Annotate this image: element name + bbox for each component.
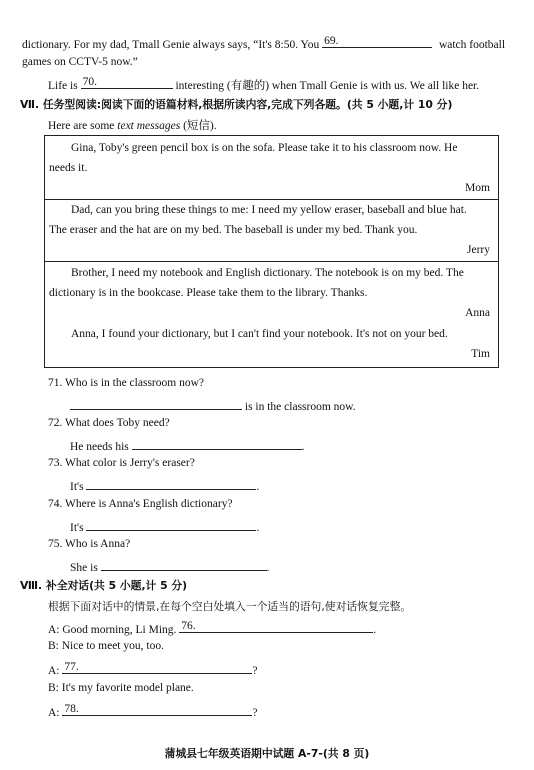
message-4-line-1: Anna, I found your dictionary, but I can't find your notebook. It's not on your bed. — [71, 328, 448, 340]
message-2-line-2: The eraser and the hat are on my bed. The baseball is under my bed. Thank you. — [49, 224, 418, 236]
passage-line-1: dictionary. For my dad, Tmall Genie always says, “It's 8:50. You 69. watch football — [22, 35, 506, 51]
answer-line-75: She is . — [70, 558, 270, 574]
message-3-line-1: Brother, I need my notebook and English dictionary. The notebook is on my bed. The — [71, 267, 464, 279]
page-footer: 蒲城县七年级英语期中试题 A-7-(共 8 页) — [164, 747, 370, 760]
message-1-signature: Mom — [465, 182, 490, 194]
message-1-line-1: Gina, Toby's green pencil box is on the sofa. Please take it to his classroom now. He — [71, 142, 458, 154]
dialogue-line-1: A: Good morning, Li Ming. 76. . — [48, 620, 377, 636]
question-71: 71. Who is in the classroom now? — [48, 377, 204, 389]
passage-line-3: Life is 70. interesting (有趣的) when Tmall Genie is with us. We all like her. — [48, 76, 480, 92]
section-8-instruction: 根据下面对话中的情景,在每个空白处填入一个适当的语句,使对话恢复完整。 — [48, 600, 412, 613]
dialogue-line-3: A: 77. ? — [48, 661, 258, 677]
question-75: 75. Who is Anna? — [48, 538, 131, 550]
answer-line-73: It's . — [70, 477, 259, 493]
answer-blank-75[interactable] — [101, 558, 267, 571]
message-4-signature: Tim — [471, 348, 490, 360]
message-3-line-2: dictionary is in the bookcase. Please take them to the library. Thanks. — [49, 287, 368, 299]
section-7-intro: Here are some text messages (短信). — [48, 120, 217, 132]
answer-blank-74[interactable] — [86, 518, 256, 531]
answer-blank-76[interactable]: 76. — [179, 620, 373, 633]
dialogue-line-4: B: It's my favorite model plane. — [48, 682, 194, 694]
passage-line-2: games on CCTV-5 now.” — [22, 56, 138, 68]
answer-blank-72[interactable] — [132, 437, 302, 450]
answer-blank-71[interactable] — [70, 397, 242, 410]
answer-blank-73[interactable] — [86, 477, 256, 490]
answer-line-72: He needs his . — [70, 437, 305, 453]
section-7-heading: Ⅶ. 任务型阅读:阅读下面的语篇材料,根据所读内容,完成下列各题。(共 5 小题,计 10 分) — [20, 98, 453, 111]
answer-blank-77[interactable]: 77. — [62, 661, 252, 674]
message-2-line-1: Dad, can you bring these things to me: I need my yellow eraser, baseball and blue hat. — [71, 204, 467, 216]
message-2-signature: Jerry — [467, 244, 490, 256]
divider — [45, 261, 498, 262]
message-3-signature: Anna — [465, 307, 490, 319]
divider — [45, 199, 498, 200]
dialogue-line-2: B: Nice to meet you, too. — [48, 640, 164, 652]
answer-line-74: It's . — [70, 518, 259, 534]
question-72: 72. What does Toby need? — [48, 417, 170, 429]
answer-line-71: is in the classroom now. — [70, 397, 356, 413]
answer-blank-69[interactable]: 69. — [322, 35, 432, 48]
answer-blank-78[interactable]: 78. — [62, 703, 252, 716]
messages-box — [44, 135, 499, 368]
question-73: 73. What color is Jerry's eraser? — [48, 457, 195, 469]
dialogue-line-5: A: 78. ? — [48, 703, 258, 719]
message-1-line-2: needs it. — [49, 162, 88, 174]
question-74: 74. Where is Anna's English dictionary? — [48, 498, 233, 510]
section-8-heading: Ⅷ. 补全对话(共 5 小题,计 5 分) — [20, 579, 188, 592]
answer-blank-70[interactable]: 70. — [81, 76, 173, 89]
